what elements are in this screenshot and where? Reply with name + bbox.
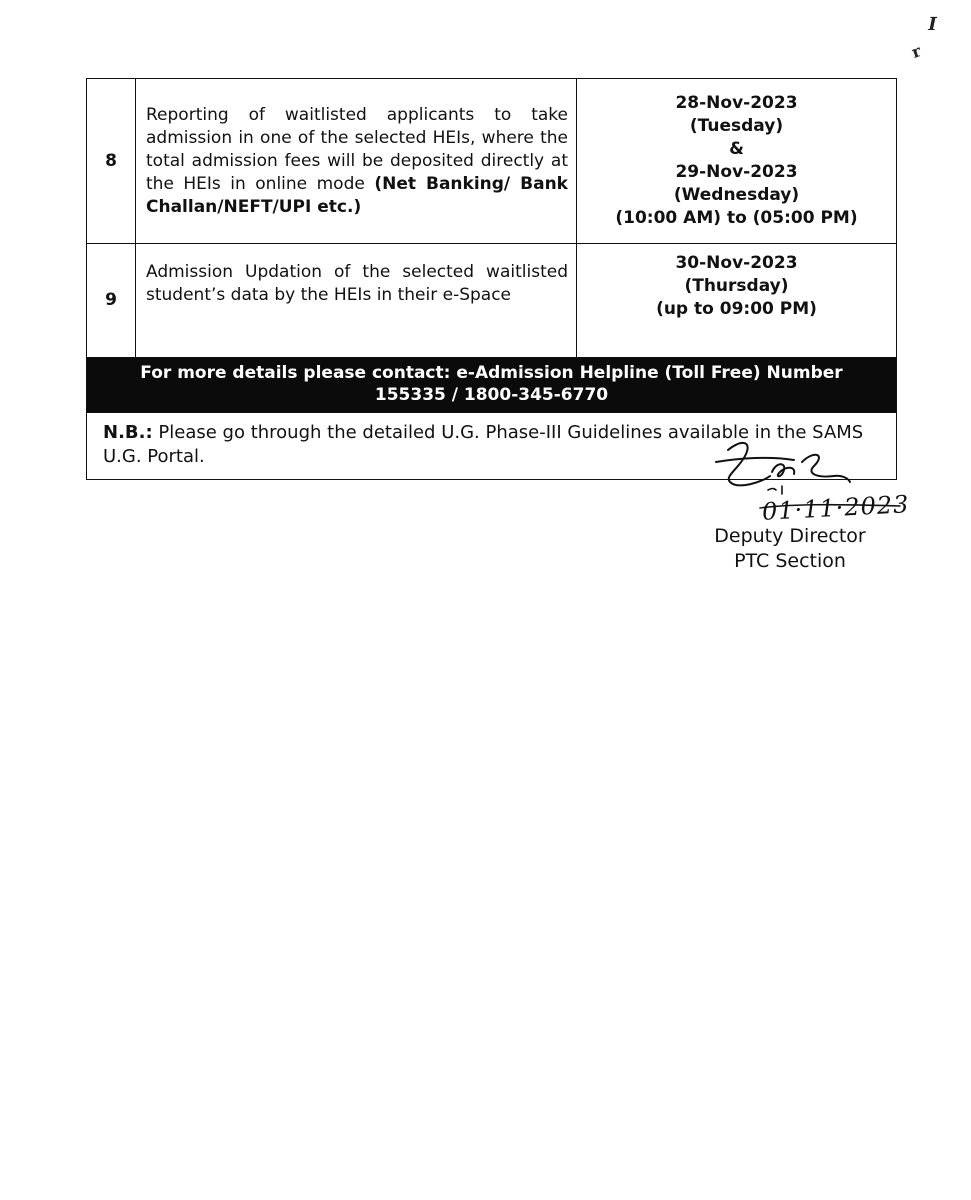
schedule-dates (577, 79, 897, 244)
signature-block (690, 432, 910, 582)
serial-number: 8 (87, 79, 136, 244)
signature-date: 01·11·2023 (761, 490, 911, 526)
end-day: (Wednesday) (673, 185, 800, 205)
time-window: (10:00 AM) to (05:00 PM) (615, 208, 858, 228)
day: (Thursday) (684, 276, 789, 296)
note-text: Please go through the detailed U.G. Phase-III Guidelines available in the SAMS U.G. Portal. (103, 422, 864, 467)
corner-mark-top: I (925, 14, 939, 35)
corner-mark-bottom: r (909, 41, 924, 62)
activity-description (136, 244, 577, 358)
helpline-text: For more details please contact: e-Admission Helpline (Toll Free) Number (140, 363, 843, 383)
start-date: 28-Nov-2023 (675, 93, 798, 113)
helpline-banner (87, 358, 897, 413)
note-label: N.B.: (103, 422, 153, 443)
time-window: (up to 09:00 PM) (656, 299, 817, 319)
table-row (87, 244, 897, 358)
end-date: 29-Nov-2023 (675, 162, 798, 182)
activity-description (136, 79, 577, 244)
table-row (87, 79, 897, 244)
admission-schedule-table (86, 78, 897, 480)
signatory-section: PTC Section (734, 550, 846, 572)
date-separator: & (729, 139, 744, 159)
signatory-designation: Deputy Director (714, 525, 866, 547)
payment-modes: (Net Banking/ Bank Challan/NEFT/UPI etc.) (146, 173, 568, 217)
start-day: (Tuesday) (689, 116, 784, 136)
helpline-banner-row (87, 358, 897, 413)
serial-number: 9 (87, 244, 136, 358)
activity-text: Admission Updation of the selected waitlisted student’s data by the HEIs in their e-Space (146, 262, 568, 305)
signatory-title (690, 524, 890, 574)
activity-text: Reporting of waitlisted applicants to take admission in one of the selected HEIs, where the total admission fees will be deposited directly at the HEIs in online mode (146, 104, 568, 194)
date: 30-Nov-2023 (675, 253, 798, 273)
schedule-dates (577, 244, 897, 358)
helpline-numbers: 155335 / 1800-345-6770 (374, 385, 609, 405)
